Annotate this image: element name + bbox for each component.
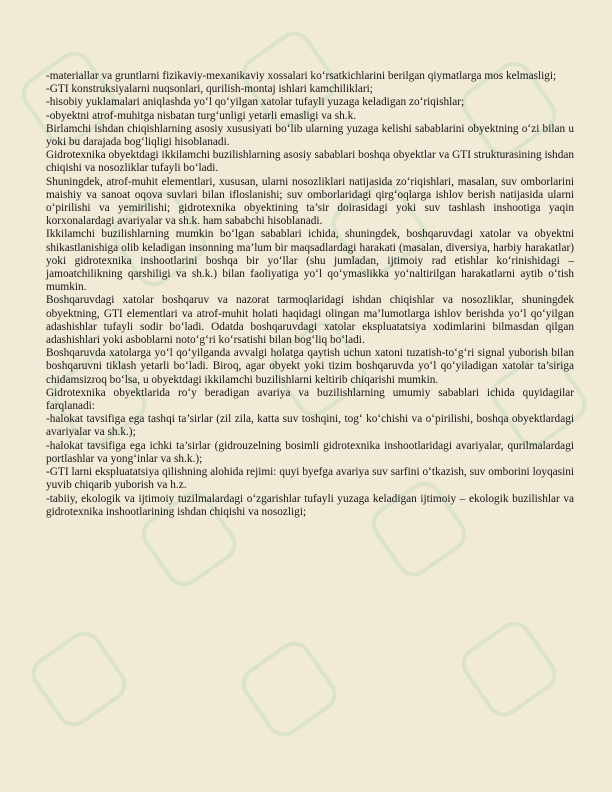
paragraph: Gidrotexnika obyektlarida ro‘y beradigan avariya va buzilishlarning umumiy sabablari ichida quyidagilar farqlanadi: [46,386,574,413]
paragraph: Boshqaruvda xatolarga yo‘l qo‘yilganda avvalgi holatga qaytish uchun xatoni tuzatish-to‘g‘ri signal yuborish bilan boshqaruvni tiklash yetarli bo‘ladi. Biroq, agar obyekt yoki tizim boshqaruvda yo‘l qo‘yiladigan xatolar ta’siriga chidamsizroq bo‘lsa, u obyektdagi ikkilamchi buzilishlarni keltirib chiqarishi mumkin. [46,347,574,386]
paragraph: Birlamchi ishdan chiqishlarning asosiy xususiyati bo‘lib ularning yuzaga kelishi sabablarini obyektning o‘zi bilan u yoki bu darajada bog‘liqligi hisoblanadi. [46,122,574,149]
paragraph: -obyektni atrof-muhitga nisbatan turg‘unligi yetarli emasligi va sh.k. [46,109,357,122]
paragraph: Boshqaruvdagi xatolar boshqaruv va nazorat tarmoqlaridagi ishdan chiqishlar va nosozliklar, shuningdek obyektning, GTI elementlari va atrof-muhit holati haqidagi olingan ma’lumotlarga ishlov berishda yo‘l qo‘yilgan adashishlar tufayli sodir bo‘ladi. Odatda boshqaruvdagi xatolar ekspluatatsiya xodimlarini bilmasdan qilgan adashishlari yoki asboblarni noto‘g‘ri ko‘rsatishi bilan bog‘liq bo‘ladi. [46,294,574,347]
paragraph: -halokat tavsifiga ega tashqi ta’sirlar (zil zila, katta suv toshqini, tog‘ ko‘chishi va o‘pirilishi, boshqa obyektlardagi avariyalar va sh.k.); [46,413,574,439]
paragraph: Gidrotexnika obyektdagi ikkilamchi buzilishlarning asosiy sabablari boshqa obyektlar va GTI strukturasining ishdan chiqishi va nosozliklar tufayli bo‘ladi. [46,149,574,175]
paragraph: Shuningdek, atrof-muhit elementlari, xususan, ularni nosozliklari natijasida zo‘riqishlari, masalan, suv omborlarini maishiy va sanoat oqova suvlari bilan ifloslanishi; suv omborlaridagi qirg‘oqlarga ishlov berish natijasida ularni o‘pirilishi va yemirilishi; gidrotexnika obyektining ta’sir doirasidagi yoki suv tashlash inshootiga yaqin korxonalardagi avariyalar va sh.k. ham sababchi hisoblanadi. [46,175,574,228]
document-body [46,70,574,519]
paragraph: -GTI konstruksiyalarni nuqsonlari, qurilish-montaj ishlari kamchiliklari; [46,83,373,96]
paragraph: -hisobiy yuklamalari aniqlashda yo‘l qo‘yilgan xatolar tufayli yuzaga keladigan zo‘riqishlar; [46,96,465,109]
watermark-logo [455,615,564,724]
watermark-logo [235,635,344,744]
paragraph: -GTI larni ekspluatatsiya qilishning alohida rejimi: quyi byefga avariya suv sarfini o‘tkazish, suv omborini loyqasini yuvib chiqarib yuborish va h.z. [46,466,574,492]
paragraph: Ikkilamchi buzilishlarning mumkin bo‘lgan sabablari ichida, shuningdek, boshqaruvdagi xatolar va obyektni shikastlanishiga olib keladigan insonning ma’lum bir maqsadlardagi harakati (masalan, diversiya, harbiy harakatlar) yoki gidrotexnika inshootlarini boshqa bir yo‘llar (shu jumladan, ijtimoiy rad etishlar ko‘rinishidagi – jamoatchilikning qarshiligi va sh.k.) bilan faoliyatiga yo‘l qo‘ymaslikka yo‘naltirilgan harakatlarni aytib o‘tish mumkin. [46,228,574,294]
paragraph: -tabiiy, ekologik va ijtimoiy tuzilmalardagi o‘zgarishlar tufayli yuzaga keladigan ijtimoiy – ekologik buzilishlar va gidrotexnika inshootlarining ishdan chiqishi va nosozligi; [46,492,574,518]
watermark-logo [25,625,134,734]
paragraph: -halokat tavsifiga ega ichki ta’sirlar (gidrouzelning bosimli gidrotexnika inshootlaridagi avariyalar, qurilmalardagi portlashlar va yong‘inlar va sh.k.); [46,439,574,465]
paragraph: -materiallar va gruntlarni fizikaviy-mexanikaviy xossalari ko‘rsatkichlarini berilgan qiymatlarga mos kelmasligi; [46,70,557,82]
